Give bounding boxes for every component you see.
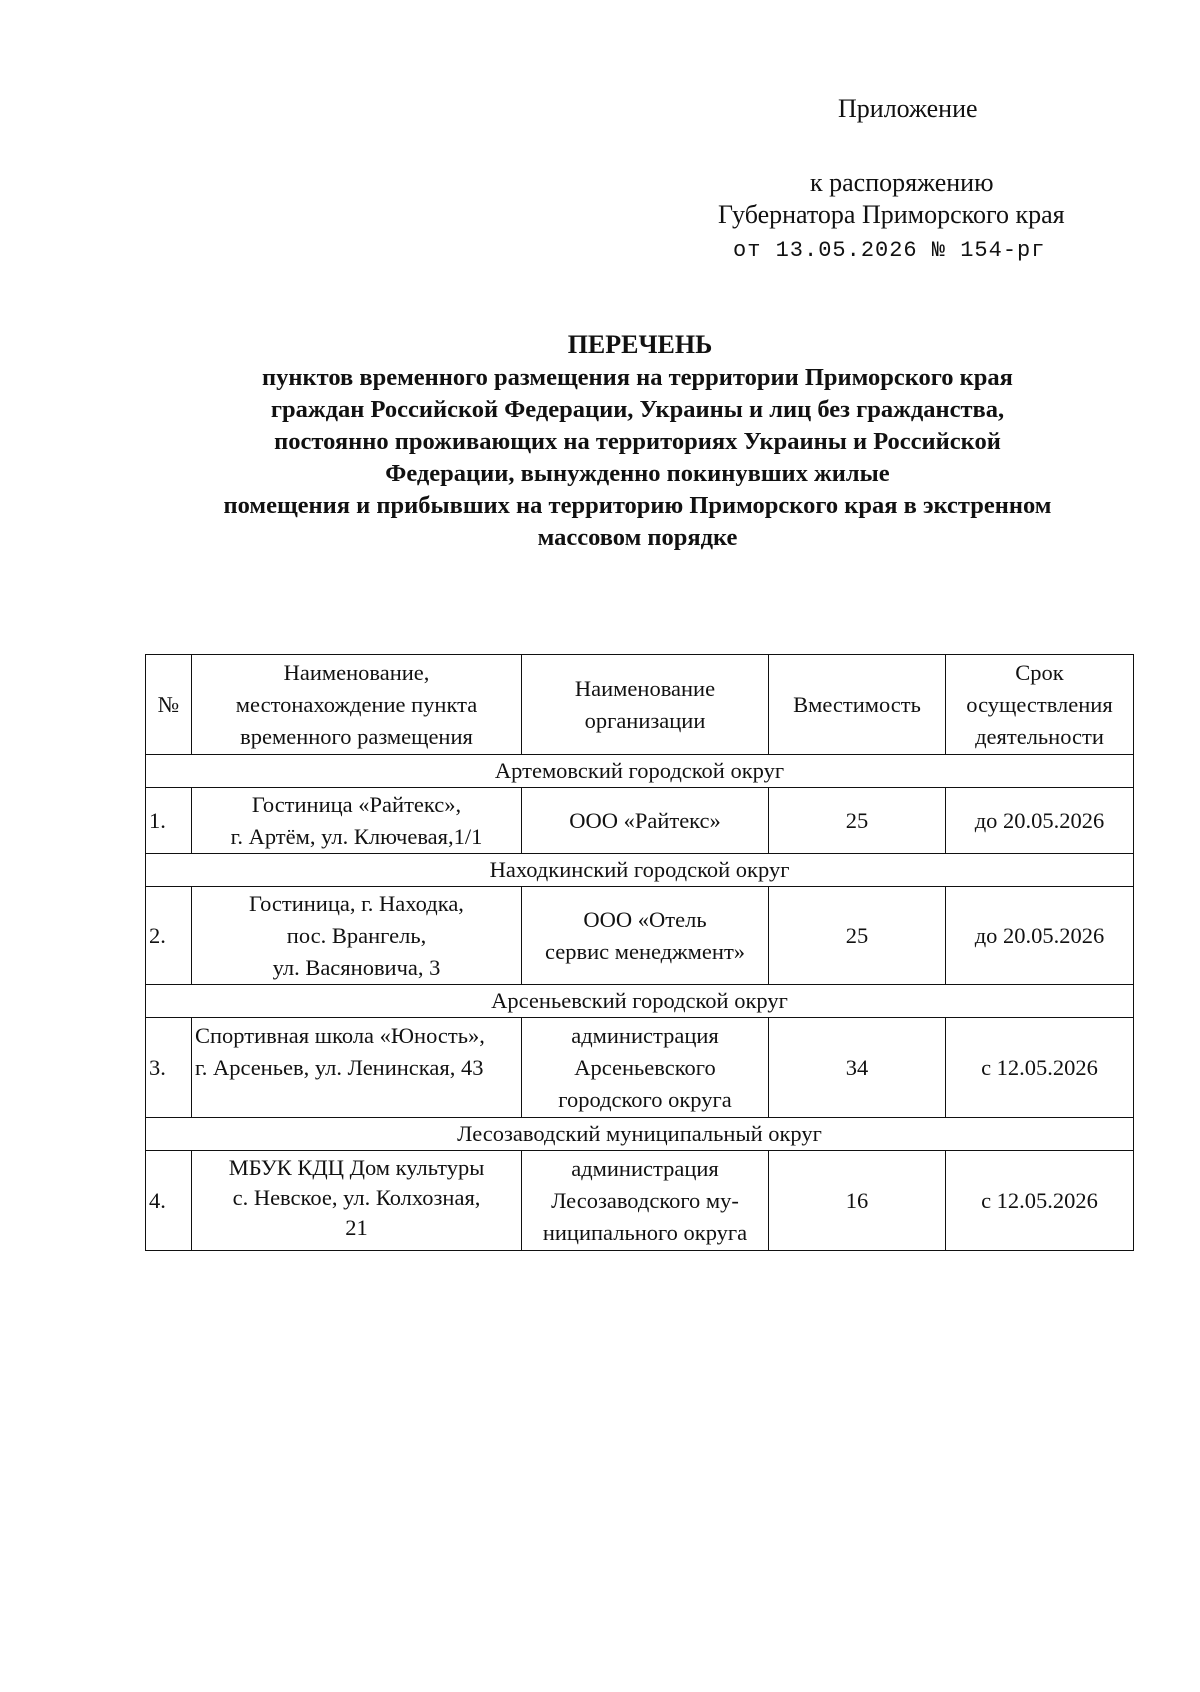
row-place: МБУК КДЦ Дом культуры с. Невское, ул. Колхозная, 21: [192, 1151, 522, 1251]
row-capacity: 25: [769, 788, 946, 854]
section-row: [146, 755, 1134, 788]
table-header-row: [146, 655, 1134, 755]
row-organization: ООО «Отель сервис менеджмент»: [522, 887, 769, 985]
section-title: Лесозаводский муниципальный округ: [146, 1118, 1134, 1151]
row-organization: администрация Арсеньевского городского округа: [522, 1018, 769, 1118]
subtitle-line: массовом порядке: [537, 524, 738, 551]
section-title: Находкинский городской округ: [146, 854, 1134, 887]
header-capacity: Вместимость: [769, 655, 946, 755]
subtitle-line: пунктов временного размещения на территории Приморского края: [262, 364, 1013, 391]
shelters-table: [145, 654, 1134, 1251]
document-subtitle: [140, 362, 1135, 554]
row-place: Гостиница, г. Находка, пос. Врангель, ул. Васяновича, 3: [192, 887, 522, 985]
row-number: 1.: [146, 788, 192, 854]
document-title: ПЕРЕЧЕНЬ: [567, 330, 713, 359]
header-term: Срок осуществления деятельности: [946, 655, 1134, 755]
subtitle-line: помещения и прибывших на территорию Приморского края в экстренном: [223, 492, 1052, 519]
order-number: от 13.05.2026 № 154-рг: [733, 238, 1046, 263]
table-row: [146, 1018, 1134, 1118]
appendix-title: Приложение: [838, 94, 978, 123]
section-row: [146, 1118, 1134, 1151]
appendix-reference: к распоряжению: [810, 168, 994, 197]
row-term: до 20.05.2026: [946, 788, 1134, 854]
subtitle-line: граждан Российской Федерации, Украины и лиц без гражданства,: [270, 396, 1005, 423]
row-number: 4.: [146, 1151, 192, 1251]
section-title: Арсеньевский городской округ: [146, 985, 1134, 1018]
section-row: [146, 854, 1134, 887]
row-place: Гостиница «Райтекс», г. Артём, ул. Ключевая,1/1: [192, 788, 522, 854]
section-title: Артемовский городской округ: [146, 755, 1134, 788]
appendix-authority: Губернатора Приморского края: [718, 200, 1065, 229]
header-place: Наименование, местонахождение пункта временного размещения: [192, 655, 522, 755]
subtitle-line: Федерации, вынужденно покинувших жилые: [385, 460, 890, 487]
row-organization: администрация Лесозаводского му- ниципального округа: [522, 1151, 769, 1251]
subtitle-line: постоянно проживающих на территориях Украины и Российской: [274, 428, 1001, 455]
row-number: 3.: [146, 1018, 192, 1118]
header-number: №: [146, 655, 192, 755]
row-capacity: 25: [769, 887, 946, 985]
section-row: [146, 985, 1134, 1018]
table-row: [146, 887, 1134, 985]
row-place: Спортивная школа «Юность», г. Арсеньев, ул. Ленинская, 43: [192, 1018, 522, 1118]
row-term: до 20.05.2026: [946, 887, 1134, 985]
row-capacity: 16: [769, 1151, 946, 1251]
row-number: 2.: [146, 887, 192, 985]
row-term: с 12.05.2026: [946, 1151, 1134, 1251]
table-row: [146, 1151, 1134, 1251]
row-organization: ООО «Райтекс»: [522, 788, 769, 854]
table-row: [146, 788, 1134, 854]
header-organization: Наименование организации: [522, 655, 769, 755]
row-term: с 12.05.2026: [946, 1018, 1134, 1118]
row-capacity: 34: [769, 1018, 946, 1118]
